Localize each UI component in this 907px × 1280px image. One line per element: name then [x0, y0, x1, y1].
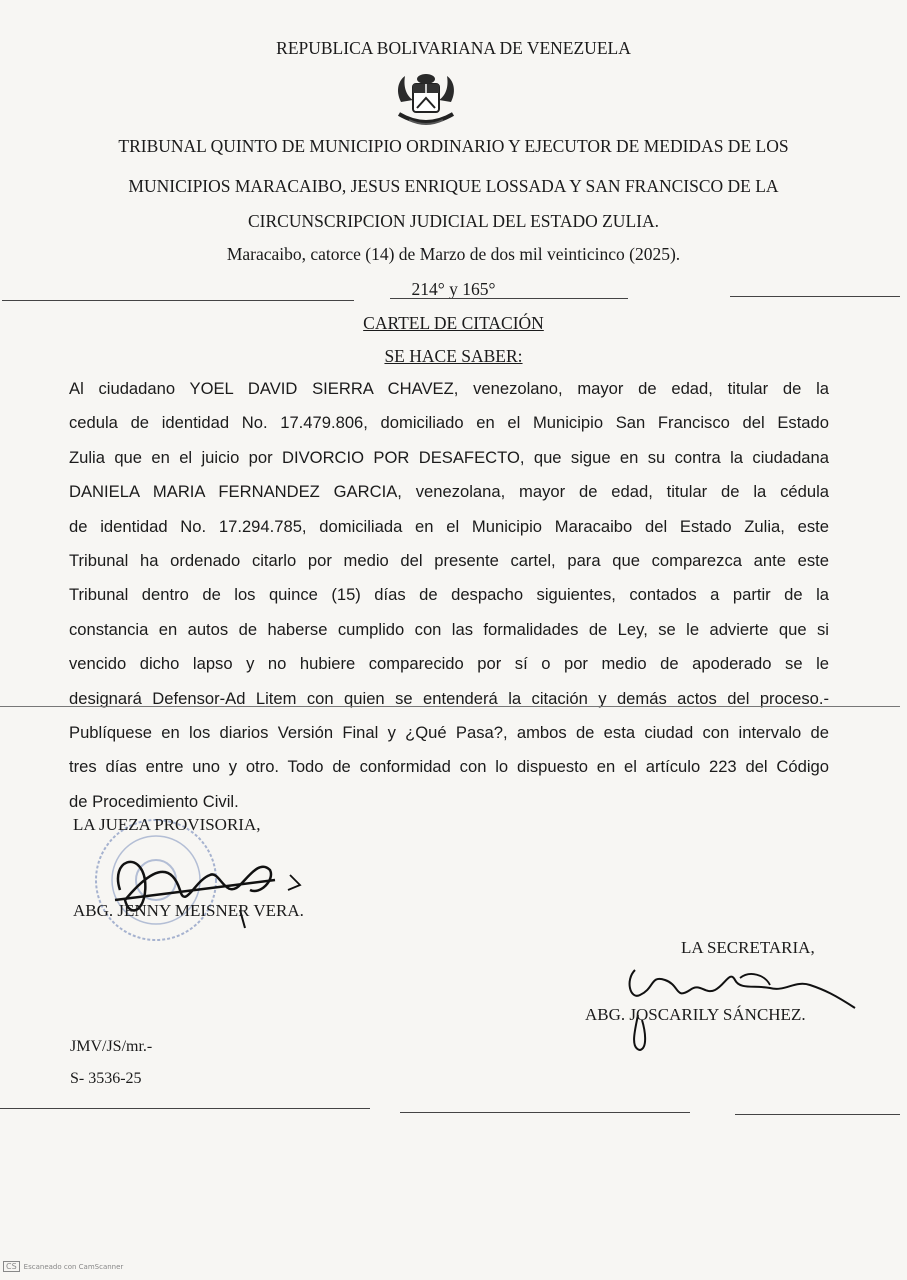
- country-heading: REPUBLICA BOLIVARIANA DE VENEZUELA: [276, 38, 631, 58]
- body-line: vencido dicho lapso y no hubiere comparecido por sí o por medio de apoderado se le: [69, 654, 829, 674]
- body-line: constancia en autos de haberse cumplido con las formalidades de Ley, se le advierte que si: [69, 619, 829, 639]
- body-line: designará Defensor-Ad Litem con quien se entenderá la citación y demás actos del proceso.-: [69, 688, 829, 708]
- footer-divider-right: [735, 1114, 900, 1115]
- body-line: cedula de identidad No. 17.479.806, domiciliado en el Municipio San Francisco del Estado: [69, 413, 829, 433]
- secretary-name: ABG. JOSCARILY SÁNCHEZ.: [585, 1005, 806, 1024]
- body-line: tres días entre uno y otro. Todo de conformidad con lo dispuesto en el artículo 223 del Código: [69, 757, 829, 777]
- court-name-line-1: TRIBUNAL QUINTO DE MUNICIPIO ORDINARIO Y EJECUTOR DE MEDIDAS DE LOS: [118, 136, 789, 156]
- secretary-role: LA SECRETARIA,: [681, 938, 815, 957]
- footer-divider-left: [0, 1108, 370, 1109]
- document-title: CARTEL DE CITACIÓN: [363, 313, 544, 333]
- body-line: Al ciudadano YOEL DAVID SIERRA CHAVEZ, venezolano, mayor de edad, titular de la: [69, 379, 829, 398]
- divider-right: [730, 296, 900, 297]
- body-line: de identidad No. 17.294.785, domiciliada en el Municipio Maracaibo del Estado Zulia, este: [69, 516, 829, 536]
- body-line: Tribunal ha ordenado citarlo por medio del presente cartel, para que comparezca ante este: [69, 551, 829, 571]
- body-line: Publíquese en los diarios Versión Final y ¿Qué Pasa?, ambos de esta ciudad con intervalo de: [69, 723, 829, 743]
- footer-divider-center: [400, 1112, 690, 1113]
- judge-name: ABG. JENNY MEISNER VERA.: [73, 901, 304, 920]
- body-line: de Procedimiento Civil.: [69, 791, 239, 811]
- divider-center: [390, 298, 628, 299]
- years-line: 214° y 165°: [411, 279, 496, 299]
- document-subtitle: SE HACE SABER:: [384, 346, 523, 366]
- coat-of-arms-seal: [391, 70, 461, 132]
- divider-left: [2, 300, 354, 301]
- court-name-line-2: MUNICIPIOS MARACAIBO, JESUS ENRIQUE LOSSADA Y SAN FRANCISCO DE LA: [128, 176, 779, 196]
- scanner-watermark-text: Escaneado con CamScanner: [23, 1263, 124, 1271]
- initials-reference: JMV/JS/mr.-: [70, 1038, 153, 1055]
- citation-body: [69, 372, 829, 819]
- judge-role: LA JUEZA PROVISORIA,: [73, 815, 261, 834]
- scanner-badge: CS: [3, 1261, 20, 1272]
- case-number: S- 3536-25: [70, 1070, 142, 1087]
- body-line: DANIELA MARIA FERNANDEZ GARCIA, venezolana, mayor de edad, titular de la cédula: [69, 482, 829, 502]
- date-line: Maracaibo, catorce (14) de Marzo de dos mil veinticinco (2025).: [226, 244, 681, 264]
- body-line: Tribunal dentro de los quince (15) días de despacho siguientes, contados a partir de la: [69, 585, 829, 605]
- fold-line: [0, 706, 900, 707]
- body-line: Zulia que en el juicio por DIVORCIO POR DESAFECTO, que sigue en su contra la ciudadana: [69, 447, 829, 467]
- scanner-watermark: [3, 1261, 123, 1272]
- court-name-line-3: CIRCUNSCRIPCION JUDICIAL DEL ESTADO ZULIA.: [248, 211, 659, 231]
